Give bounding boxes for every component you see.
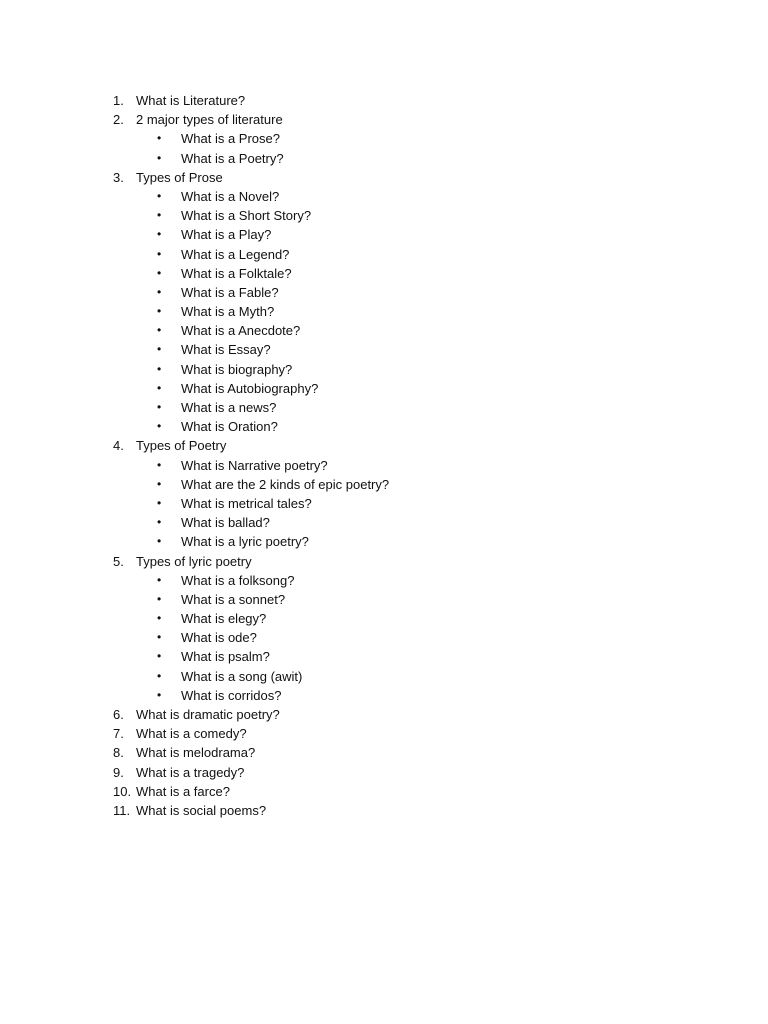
sub-item [0, 456, 768, 475]
bullet-icon: • [157, 342, 162, 357]
sub-item [0, 571, 768, 590]
bullet-icon: • [157, 611, 162, 626]
bullet-icon: • [157, 630, 162, 645]
sub-item [0, 417, 768, 436]
sub-item-text: What is psalm? [181, 649, 270, 665]
bullet-icon: • [157, 400, 162, 414]
sub-item [0, 129, 768, 148]
sub-item [0, 321, 768, 340]
item-number: 2. [113, 112, 124, 128]
sub-item-text: What is a Legend? [181, 246, 290, 262]
bullet-icon: • [157, 515, 162, 530]
sub-item [0, 149, 768, 168]
sub-item [0, 283, 768, 302]
sub-item-text: What is a sonnet? [181, 591, 286, 607]
bullet-icon: • [157, 476, 162, 491]
item-number: 8. [113, 745, 124, 761]
outline-item [0, 724, 768, 743]
sub-item [0, 340, 768, 359]
outline-item [0, 552, 768, 571]
sub-item [0, 264, 768, 283]
bullet-icon: • [157, 304, 162, 319]
sub-item [0, 686, 768, 705]
item-number: 5. [113, 553, 124, 569]
outline-item [0, 763, 768, 782]
outline-item [0, 91, 768, 110]
bullet-icon: • [157, 572, 162, 587]
item-number: 10. [113, 783, 132, 799]
sub-item-text: What is corridos? [181, 687, 282, 703]
item-number: 11. [113, 802, 131, 818]
bullet-icon: • [157, 361, 162, 376]
outline-item [0, 168, 768, 187]
sub-item-text: What is a song (awit) [181, 668, 303, 684]
sub-item-text: What is a Folktale? [181, 265, 292, 281]
item-text: What is a tragedy? [136, 764, 245, 780]
sub-item-text: What are the 2 kinds of epic poetry? [181, 476, 390, 492]
item-number: 9. [113, 764, 124, 780]
sub-item-text: What is metrical tales? [181, 495, 312, 511]
sub-item-text: What is biography? [181, 361, 293, 377]
item-text: Types of Poetry [136, 438, 227, 454]
outline-item [0, 705, 768, 724]
sub-item-text: What is Essay? [181, 342, 271, 358]
sub-item-text: What is a Prose? [181, 131, 280, 147]
item-number: 7. [113, 726, 124, 742]
sub-item [0, 225, 768, 244]
bullet-icon: • [157, 649, 162, 664]
bullet-icon: • [157, 188, 162, 203]
bullet-icon: • [157, 284, 162, 299]
sub-item [0, 494, 768, 513]
item-number: 4. [113, 438, 124, 454]
sub-item [0, 532, 768, 551]
item-text: 2 major types of literature [136, 112, 283, 128]
outline-item [0, 110, 768, 129]
bullet-icon: • [157, 457, 162, 472]
bullet-icon: • [157, 419, 162, 434]
bullet-icon: • [157, 380, 162, 395]
item-text: Types of lyric poetry [136, 553, 252, 569]
item-text: What is a farce? [136, 783, 230, 799]
item-text: What is melodrama? [136, 745, 256, 761]
bullet-icon: • [157, 323, 162, 338]
bullet-icon: • [157, 246, 162, 261]
sub-item [0, 206, 768, 225]
item-text: What is dramatic poetry? [136, 707, 280, 722]
item-number: 6. [113, 707, 124, 722]
sub-item [0, 360, 768, 379]
sub-item-text: What is Oration? [181, 419, 278, 435]
item-text: What is a comedy? [136, 726, 247, 742]
sub-item-text: What is elegy? [181, 611, 267, 627]
item-number: 1. [113, 93, 124, 108]
item-text: Types of Prose [136, 169, 223, 185]
sub-item-text: What is a Fable? [181, 284, 279, 300]
sub-item-text: What is ode? [181, 630, 257, 646]
bullet-icon: • [157, 265, 162, 280]
sub-item [0, 187, 768, 206]
sub-item [0, 590, 768, 609]
sub-item-text: What is ballad? [181, 515, 270, 531]
bullet-icon: • [157, 534, 162, 549]
bullet-icon: • [157, 687, 162, 702]
bullet-icon: • [157, 668, 162, 683]
sub-item-text: What is a Play? [181, 227, 272, 243]
sub-item [0, 647, 768, 666]
sub-item-text: What is a news? [181, 400, 277, 415]
bullet-icon: • [157, 227, 162, 242]
outline-item [0, 743, 768, 762]
item-text: What is social poems? [136, 802, 267, 818]
sub-item-text: What is a Anecdote? [181, 323, 301, 339]
bullet-icon: • [157, 495, 162, 510]
sub-item [0, 398, 768, 417]
sub-item-text: What is a Myth? [181, 304, 275, 320]
bullet-icon: • [157, 150, 162, 165]
outline-item [0, 801, 768, 820]
sub-item [0, 628, 768, 647]
sub-item [0, 302, 768, 321]
item-text: What is Literature? [136, 93, 246, 108]
sub-item-text: What is a Short Story? [181, 208, 312, 224]
outline-item [0, 436, 768, 455]
sub-item-text: What is a folksong? [181, 572, 295, 588]
sub-item [0, 245, 768, 264]
bullet-icon: • [157, 591, 162, 606]
sub-item-text: What is a Novel? [181, 188, 280, 204]
bullet-icon: • [157, 208, 162, 223]
outline-item [0, 782, 768, 801]
sub-item [0, 667, 768, 686]
sub-item [0, 475, 768, 494]
sub-item-text: What is a lyric poetry? [181, 534, 309, 550]
sub-item-text: What is Narrative poetry? [181, 457, 328, 473]
sub-item-text: What is Autobiography? [181, 380, 319, 396]
sub-item [0, 379, 768, 398]
item-number: 3. [113, 169, 124, 185]
sub-item [0, 513, 768, 532]
bullet-icon: • [157, 131, 162, 146]
sub-item [0, 609, 768, 628]
sub-item-text: What is a Poetry? [181, 150, 284, 166]
question-outline [0, 91, 768, 820]
